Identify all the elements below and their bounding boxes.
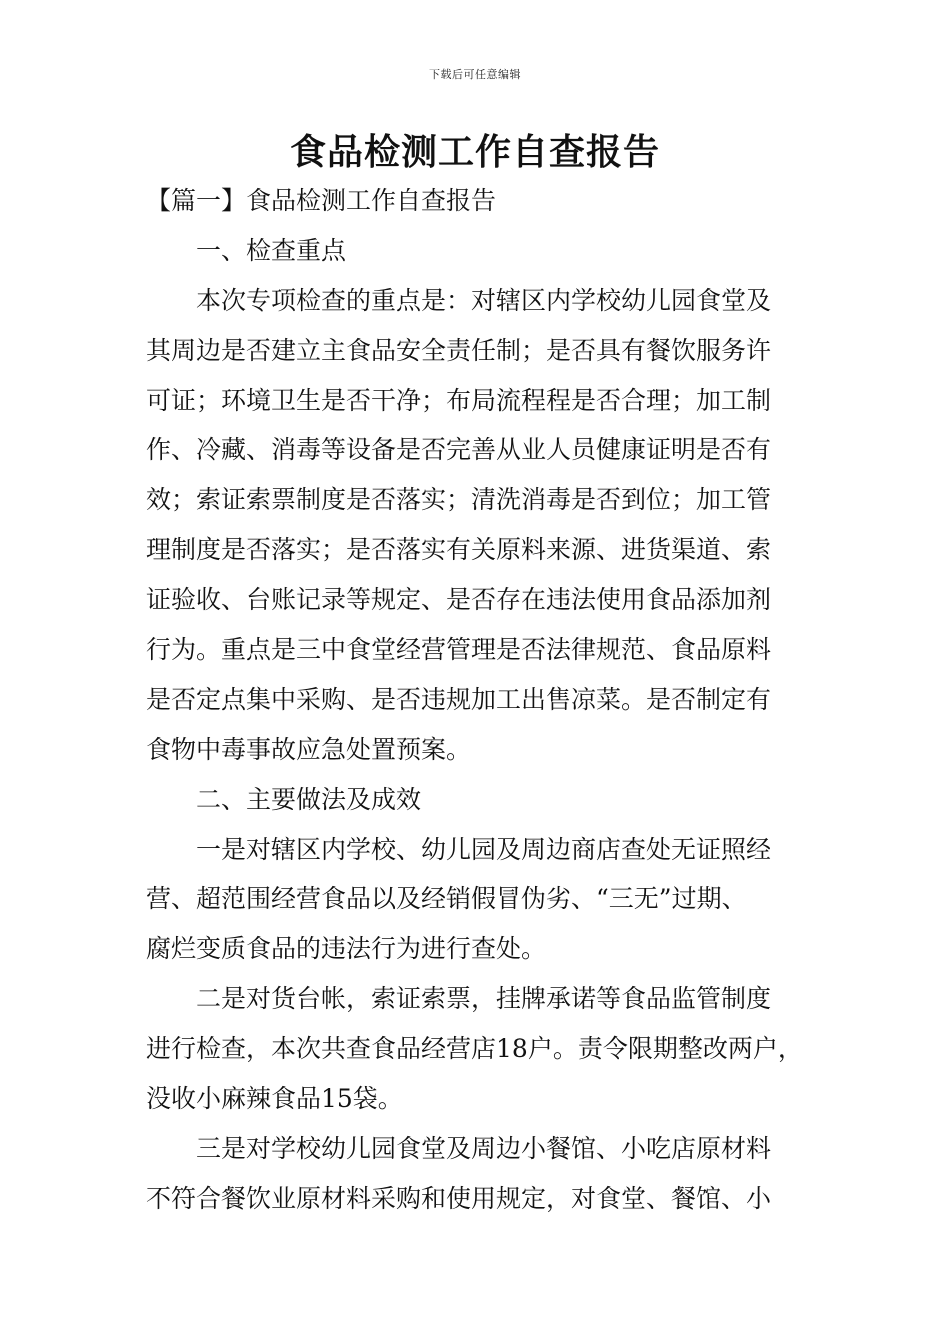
text-line: 腐烂变质食品的违法行为进行查处。 bbox=[146, 934, 547, 964]
text-line: 三是对学校幼儿园食堂及周边小餐馆、小吃店原材料 bbox=[196, 1133, 772, 1163]
text-line: 可证；环境卫生是否干净；布局流程程是否合理；加工制 bbox=[146, 385, 772, 415]
text-line: 效；索证索票制度是否落实；清洗消毒是否到位；加工管 bbox=[146, 485, 772, 515]
text-line: 本次专项检查的重点是：对辖区内学校幼儿园食堂及 bbox=[196, 285, 772, 315]
text-line: 二是对货台帐，索证索票，挂牌承诺等食品监管制度 bbox=[196, 984, 772, 1014]
text-line: 食物中毒事故应急处置预案。 bbox=[146, 734, 472, 764]
text-line: 营、超范围经营食品以及经销假冒伪劣、“三无”过期、 bbox=[146, 884, 747, 914]
text-line: 理制度是否落实；是否落实有关原料来源、进货渠道、索 bbox=[146, 535, 772, 565]
text-line: 不符合餐饮业原材料采购和使用规定，对食堂、餐馆、小 bbox=[146, 1183, 772, 1213]
text-line: 作、冷藏、消毒等设备是否完善从业人员健康证明是否有 bbox=[146, 435, 772, 465]
document-title: 食品检测工作自查报告 bbox=[289, 132, 660, 173]
text-line: 一是对辖区内学校、幼儿园及周边商店查处无证照经 bbox=[196, 834, 772, 864]
text-line: 进行检查，本次共查食品经营店18户。责令限期整改两户， bbox=[146, 1034, 803, 1064]
text-line: 证验收、台账记录等规定、是否存在违法使用食品添加剂 bbox=[146, 585, 772, 615]
text-line: 一、检查重点 bbox=[196, 235, 347, 265]
text-line: 没收小麻辣食品15袋。 bbox=[146, 1084, 403, 1114]
text-line: 【篇一】食品检测工作自查报告 bbox=[146, 186, 497, 215]
text-line: 二、主要做法及成效 bbox=[196, 784, 422, 814]
text-line: 行为。重点是三中食堂经营管理是否法律规范、食品原料 bbox=[146, 635, 772, 665]
header-note: 下载后可任意编辑 bbox=[429, 68, 521, 81]
text-line: 是否定点集中采购、是否违规加工出售凉菜。是否制定有 bbox=[146, 684, 772, 714]
document-body bbox=[146, 176, 810, 1224]
text-line: 其周边是否建立主食品安全责任制；是否具有餐饮服务许 bbox=[146, 335, 772, 365]
